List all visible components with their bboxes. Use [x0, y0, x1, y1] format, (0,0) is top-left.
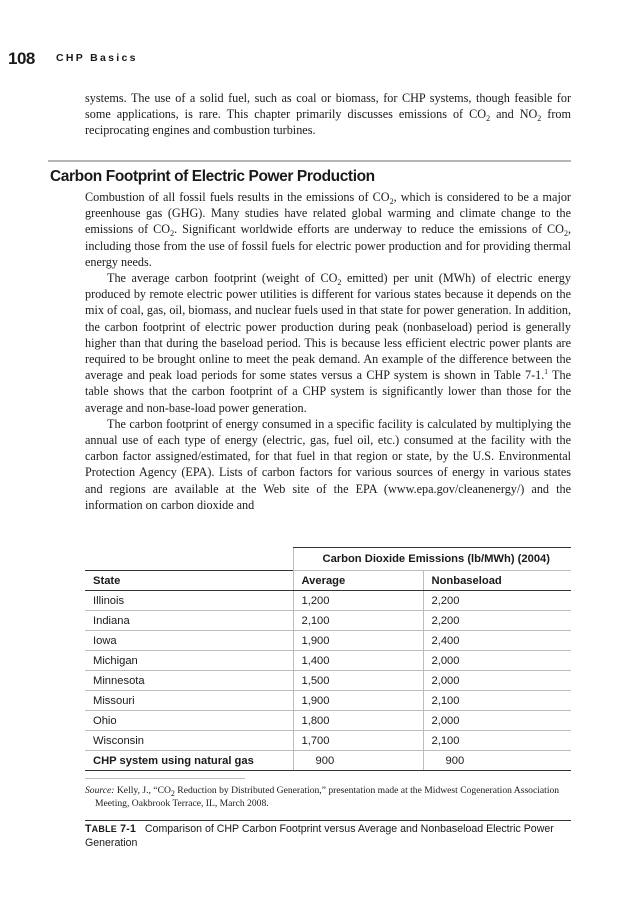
- intro-text-3: from reciprocating engines and combustion turbines.: [85, 107, 571, 138]
- co2-formula: $CO_2$: [547, 222, 568, 239]
- nonbaseload-cell: 2,000: [423, 711, 571, 731]
- state-cell: Michigan: [85, 651, 293, 671]
- average-cell: 1,700: [293, 731, 423, 751]
- intro-text-1: systems. The use of a solid fuel, such as coal or biomass, for CHP systems, though feasible for some applications, is rare. This chapter primarily discusses emissions of: [85, 91, 571, 122]
- column-header-average: Average: [293, 571, 423, 591]
- caption-text: Comparison of CHP Carbon Footprint versus Average and Nonbaseload Electric Power Generation: [85, 823, 554, 849]
- table-row-chp: [85, 751, 571, 771]
- state-cell: Indiana: [85, 611, 293, 631]
- nonbaseload-cell: 900: [423, 751, 571, 771]
- table-caption: [85, 823, 575, 850]
- co2-formula: $CO_2$: [372, 190, 394, 206]
- table-corner: [85, 548, 293, 571]
- state-cell: Ohio: [85, 711, 293, 731]
- source-divider: [85, 778, 245, 779]
- source-label: Source:: [85, 785, 115, 796]
- caption-divider: [85, 820, 571, 821]
- nonbaseload-cell: 2,200: [423, 611, 571, 631]
- average-cell: 1,900: [293, 691, 423, 711]
- table-group-header: Carbon Dioxide Emissions (lb/MWh) (2004): [293, 548, 571, 571]
- page-number: 108: [8, 49, 35, 68]
- co2-formula: $CO_2$: [469, 107, 491, 124]
- average-cell: 1,500: [293, 671, 423, 691]
- table-row: [85, 691, 571, 711]
- running-head: CHP Basics: [56, 52, 138, 64]
- state-cell: Iowa: [85, 631, 293, 651]
- caption-label: TABLE 7-1: [85, 823, 137, 835]
- intro-paragraph: [85, 90, 571, 139]
- footnote-ref: 1: [544, 367, 549, 377]
- average-cell: 2,100: [293, 611, 423, 631]
- table-row: [85, 631, 571, 651]
- section-divider: [48, 160, 571, 162]
- paragraph-1: Combustion of all fossil fuels results in the emissions of $CO_2$, which is considered to be a major greenhouse gas (GHG). Many studies have related global warming and climate change to the emissions of $CO_2$. Significant worldwide efforts are underway to reduce the emissions of $CO_2$, including those from the use of fossil fuels for electric power production and for providing thermal energy needs.: [85, 190, 571, 269]
- state-cell: Wisconsin: [85, 731, 293, 751]
- column-header-nonbaseload: Nonbaseload: [423, 571, 571, 591]
- state-cell: CHP system using natural gas: [85, 751, 293, 771]
- state-cell: Missouri: [85, 691, 293, 711]
- state-cell: Illinois: [85, 591, 293, 611]
- emissions-table: [85, 547, 571, 771]
- average-cell: 1,400: [293, 651, 423, 671]
- no2-formula: $NO_2$: [519, 107, 542, 124]
- nonbaseload-cell: 2,000: [423, 651, 571, 671]
- co2-formula: $CO_2$: [157, 785, 175, 798]
- nonbaseload-cell: 2,000: [423, 671, 571, 691]
- table-row: [85, 591, 571, 611]
- table-row: [85, 611, 571, 631]
- table-row: [85, 711, 571, 731]
- intro-text-2: and: [490, 107, 520, 122]
- nonbaseload-cell: 2,400: [423, 631, 571, 651]
- table-row: [85, 731, 571, 751]
- average-cell: 1,800: [293, 711, 423, 731]
- table-row: [85, 651, 571, 671]
- section-body: [85, 189, 571, 513]
- nonbaseload-cell: 2,100: [423, 691, 571, 711]
- nonbaseload-cell: 2,100: [423, 731, 571, 751]
- paragraph-2: The average carbon footprint (weight of $CO_2$ emitted) per unit (MWh) of electric energy produced by remote electric power utilities is different for various states because it depends on the mix of coal, gas, oil, biomass, and nuclear fuels used in that state for power generation. In addition, the carbon footprint of electric power production during peak (nonbaseload) period is generally higher than that during the baseload period. This is because less efficient electric power plants are required to be brought online to meet the peak demand. An example of the difference between the average and peak load periods for some states versus a CHP system is shown in Table 7-1.$^1$ The table shows that the carbon footprint of a CHP system is significantly lower than those for the average and non-base-load power generation.: [85, 271, 571, 415]
- table-row: [85, 671, 571, 691]
- average-cell: 1,200: [293, 591, 423, 611]
- paragraph-3: The carbon footprint of energy consumed in a specific facility is calculated by multiplying the annual use of each type of energy (electric, gas, fuel oil, etc.) consumed at the facility with the carbon factor assigned/estimated, for that fuel in that region or state, by the U.S. Environmental Protection Agency (EPA). Lists of carbon factors for various sources of energy in various states and regions are available at the Web site of the EPA (www.epa.gov/cleanenergy/) and the information on carbon dioxide and: [85, 416, 571, 512]
- co2-formula: $CO_2$: [153, 222, 175, 239]
- section-heading: Carbon Footprint of Electric Power Production: [50, 168, 375, 185]
- average-cell: 900: [293, 751, 423, 771]
- co2-formula: $CO_2$: [320, 271, 342, 288]
- source-note: Source: Kelly, J., “$CO_2$ Reduction by Distributed Generation,” presentation made at the Midwest Cogeneration Association Meeting, Oakbrook Terrace, IL, March 2008.: [85, 785, 560, 809]
- average-cell: 1,900: [293, 631, 423, 651]
- nonbaseload-cell: 2,200: [423, 591, 571, 611]
- column-header-state: State: [85, 571, 293, 591]
- state-cell: Minnesota: [85, 671, 293, 691]
